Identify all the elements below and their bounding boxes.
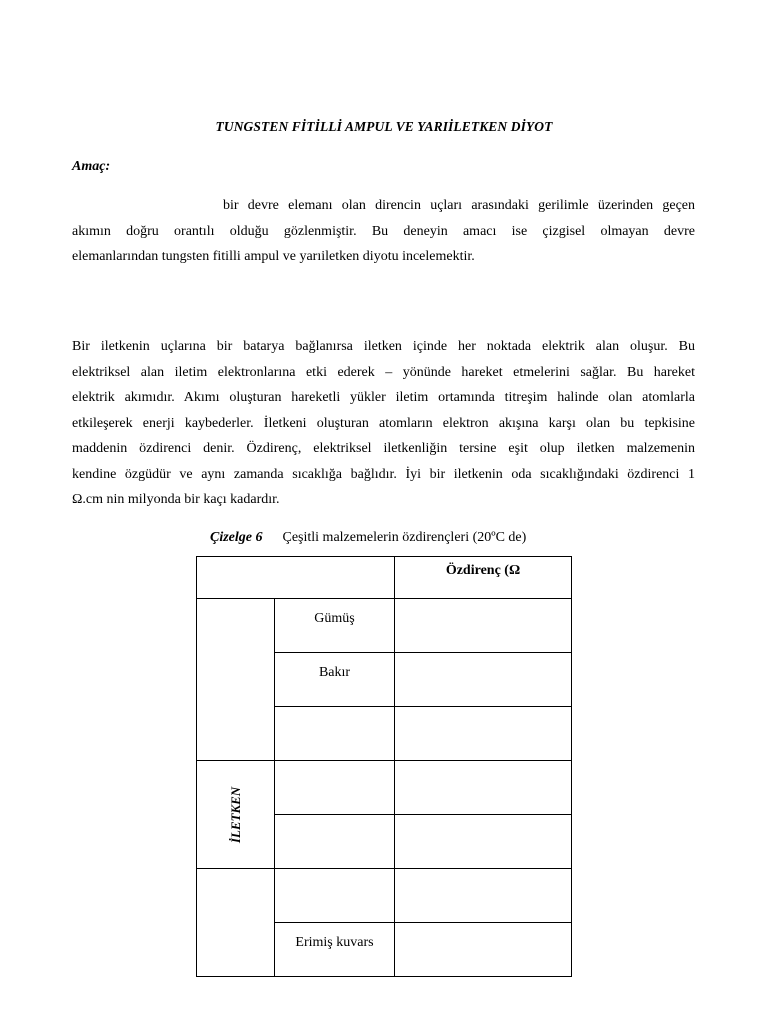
paragraph-line: bir devre elemanı olan direncin uçları arasındaki gerilimle üzerinden geçen [223,198,695,213]
table-cell-material [275,869,395,923]
paragraph-line: Ω.cm nin milyonda bir kaçı kadardır. [72,492,280,507]
table-header-resistivity: Özdirenç (Ω [395,557,572,599]
aim-heading: Amaç: [72,159,111,174]
table-cell-value [395,923,572,977]
paragraph-line: Bir iletkenin uçlarına bir batarya bağlanırsa iletken içinde her noktada elektrik alan oluşur. Bu [72,339,695,354]
table-cell-material [275,707,395,761]
table-cell-value [395,707,572,761]
resistivity-table [196,556,572,977]
paragraph-line: akımın doğru orantılı olduğu gözlenmiştir. Bu deneyin amacı ise çizgisel olmayan devre [72,223,695,239]
table-cell-value [395,869,572,923]
theory-paragraph [72,334,695,513]
aim-paragraph [72,193,695,270]
table-cell-material [275,815,395,869]
table-cell-value [395,761,572,815]
table-group-cell [197,869,275,977]
table-cell-value [395,815,572,869]
table-group-cell-conductor [197,761,275,869]
table-caption [210,530,526,546]
table-cell-material: Gümüş [275,599,395,653]
paragraph-line: kendine özgüdür ve aynı zamanda sıcaklığa bağlıdır. İyi bir iletkenin oda sıcaklığındaki özdirenci 1 [72,466,695,482]
paragraph-line: elemanlarından tungsten fitilli ampul ve yarıiletken diyotu incelemektir. [72,249,475,264]
table-cell-material: Bakır [275,653,395,707]
table-cell-material [275,761,395,815]
paragraph-line: etkileşerek enerji kaybederler. İletkeni oluşturan atomların elektron akışına karşı olan bu tepkisine [72,415,695,431]
paragraph-line: elektriksel alan iletim elektronlarına etki ederek – yönünde hareket etmelerini sağlar. Bu hareket [72,364,695,380]
table-row [197,869,572,923]
paragraph-line: maddenin özdirenci denir. Özdirenç, elektriksel iletkenliğin tersine eşit olup iletken malzemenin [72,441,695,456]
table-row [197,599,572,653]
table-header-row [197,557,572,599]
table-group-cell [197,599,275,761]
table-row [197,761,572,815]
table-caption-label: Çizelge 6 [210,530,263,545]
table-cell-value [395,653,572,707]
group-label-conductor: İLETKEN [227,786,243,843]
document-title: TUNGSTEN FİTİLLİ AMPUL VE YARIİLETKEN DİYOT [215,119,553,134]
table-header-blank [197,557,395,599]
table-cell-material: Erimiş kuvars [275,923,395,977]
paragraph-line: elektrik akımıdır. Akımı oluşturan hareketli yükler iletim ortamında titreşim halinde olan atomlarla [72,390,695,405]
table-caption-text: Çeşitli malzemelerin özdirençleri (20ºC de) [282,530,527,545]
table-cell-value [395,599,572,653]
